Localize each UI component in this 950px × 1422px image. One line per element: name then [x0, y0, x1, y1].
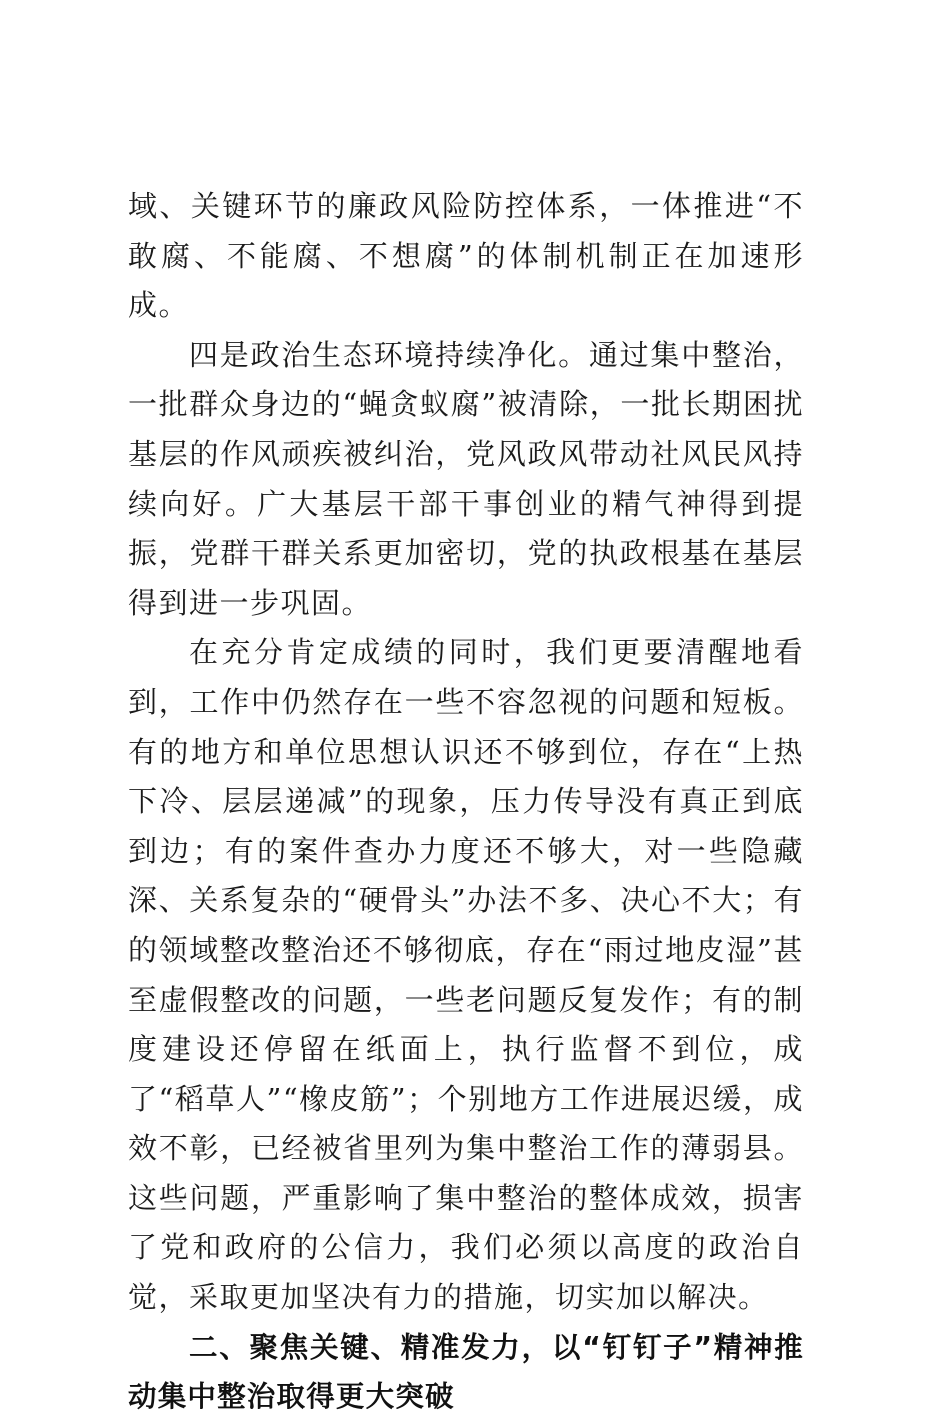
paragraph-problems: 在充分肯定成绩的同时，我们更要清醒地看到，工作中仍然存在一些不容忽视的问题和短板。有的地方和单位思想认识还不够到位，存在“上热下冷、层层递减”的现象，压力传导没有真正到底到边；有的案件查办力度还不够大，对一些隐藏深、关系复杂的“硬骨头”办法不多、决心不大；有的领域整改整治还不够彻底，存在“雨过地皮湿”甚至虚假整改的问题，一些老问题反复发作；有的制度建设还停留在纸面上，执行监督不到位，成了“稻草人”“橡皮筋”；个别地方工作进展迟缓，成效不彰，已经被省里列为集中整治工作的薄弱县。这些问题，严重影响了集中整治的整体成效，损害了党和政府的公信力，我们必须以高度的政治自觉，采取更加坚决有力的措施，切实加以解决。 [128, 635, 804, 1315]
section-heading: 二、聚焦关键、精准发力，以“钉钉子”精神推动集中整治取得更大突破 [128, 1330, 804, 1414]
document-page [128, 182, 804, 1422]
paragraph-political-ecology: 四是政治生态环境持续净化。通过集中整治，一批群众身边的“蝇贪蚁腐”被清除，一批长期困扰基层的作风顽疾被纠治，党风政风带动社风民风持续向好。广大基层干部干事创业的精气神得到提振，党群干群关系更加密切，党的执政根基在基层得到进一步巩固。 [128, 337, 804, 620]
paragraph-continuation: 域、关键环节的廉政风险防控体系，一体推进“不敢腐、不能腐、不想腐”的体制机制正在加速形成。 [128, 189, 804, 323]
